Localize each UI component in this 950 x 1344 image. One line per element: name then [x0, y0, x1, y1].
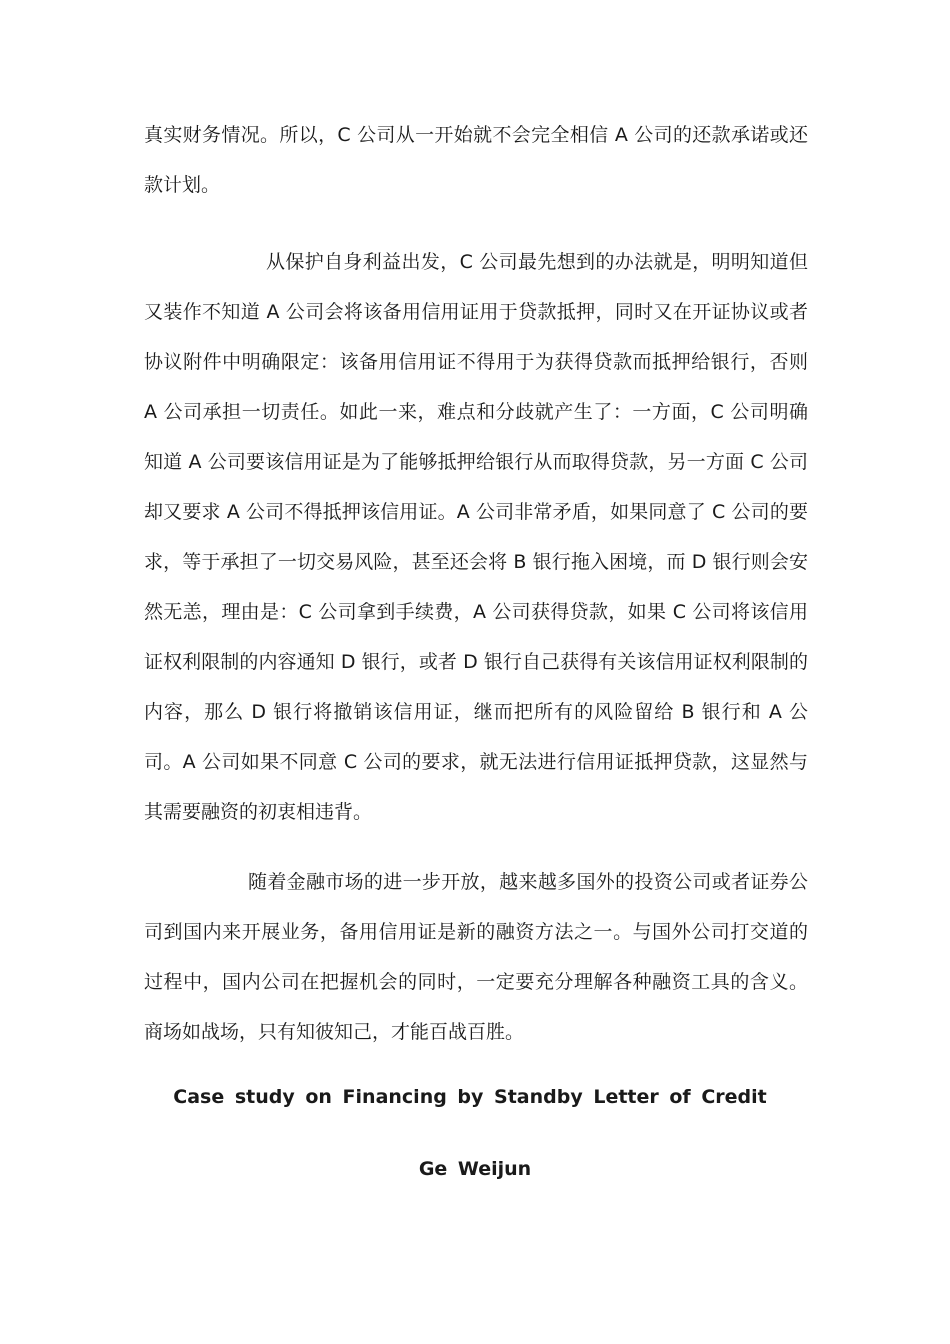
paragraph-continuation: 真实财务情况。所以，C 公司从一开始就不会完全相信 A 公司的还款承诺或还款计划。 [144, 124, 808, 196]
english-title: Case study on Financing by Standby Letter of Credit [173, 1086, 767, 1108]
paragraph-protection-strategy: 从保护自身利益出发，C 公司最先想到的办法就是，明明知道但又装作不知道 A 公司会将该备用信用证用于贷款抵押，同时又在开证协议或者协议附件中明确限定：该备用信用证不得用于为获得贷款而抵押给银行，否则 A 公司承担一切责任。如此一来，难点和分歧就产生了：一方面，C 公司明确知道 A 公司要该信用证是为了能够抵押给银行从而取得贷款，另一方面 C 公司却又要求 A 公司不得抵押该信用证。A 公司非常矛盾，如果同意了 C 公司的要求，等于承担了一切交易风险，甚至还会将 B 银行拖入困境，而 D 银行则会安然无恙，理由是：C 公司拿到手续费，A 公司获得贷款，如果 C 公司将该信用证权利限制的内容通知 D 银行，或者 D 银行自己获得有关该信用证权利限制的内容，那么 D 银行将撤销该信用证，继而把所有的风险留给 B 银行和 A 公司。A 公司如果不同意 C 公司的要求，就无法进行信用证抵押贷款，这显然与其需要融资的初衷相违背。 [144, 251, 808, 823]
paragraph-conclusion: 随着金融市场的进一步开放，越来越多国外的投资公司或者证券公司到国内来开展业务，备用信用证是新的融资方法之一。与国外公司打交道的过程中，国内公司在把握机会的同时，一定要充分理解各种融资工具的含义。商场如战场，只有知彼知己，才能百战百胜。 [144, 871, 808, 1043]
author-name: Ge Weijun [418, 1158, 532, 1180]
